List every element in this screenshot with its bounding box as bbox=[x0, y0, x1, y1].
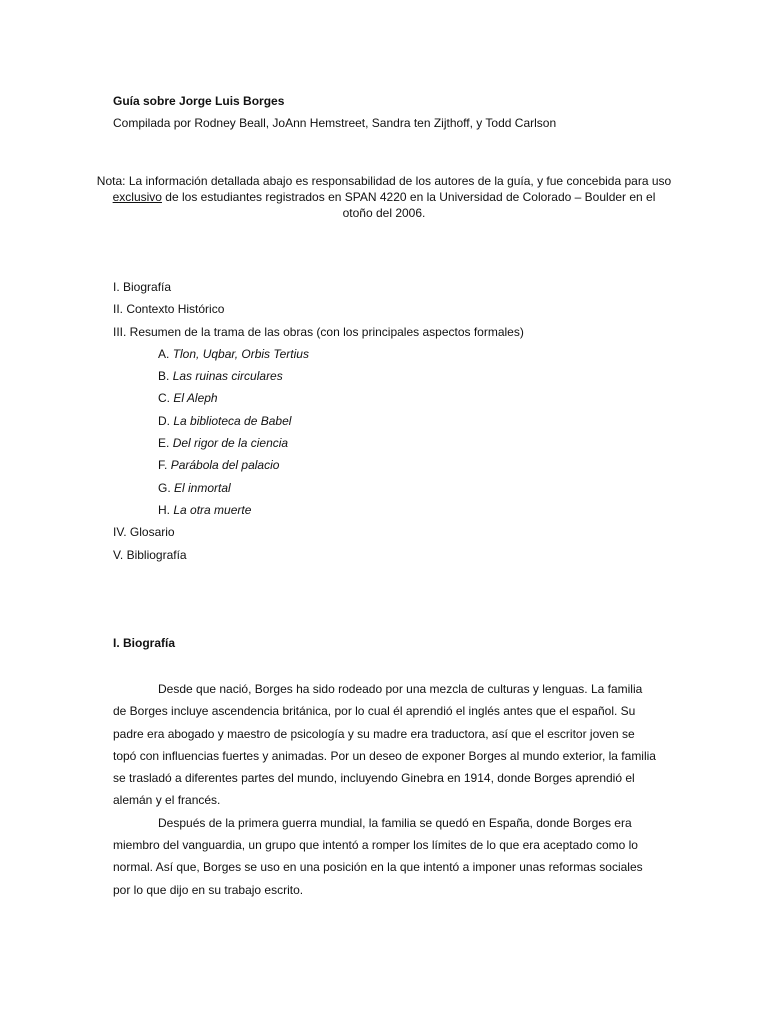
toc-subitem bbox=[113, 480, 673, 502]
toc-subitem-title: El inmortal bbox=[174, 480, 231, 495]
document-title: Guía sobre Jorge Luis Borges bbox=[113, 94, 285, 108]
toc-subitem-letter: B. bbox=[158, 369, 170, 384]
note-paragraph bbox=[96, 173, 672, 221]
toc-subitem-title: El Aleph bbox=[173, 391, 218, 406]
section-heading-biografia: I. Biografía bbox=[113, 636, 176, 650]
toc-item-contexto: II. Contexto Histórico bbox=[113, 302, 225, 317]
toc-subitem-letter: F. bbox=[158, 458, 168, 473]
toc-subitem bbox=[113, 413, 673, 435]
toc-subitem-title: Parábola del palacio bbox=[170, 458, 280, 473]
toc-subitem bbox=[113, 390, 673, 412]
toc-subitem bbox=[113, 346, 673, 368]
toc-subitem bbox=[113, 368, 673, 390]
toc-subitem-letter: C. bbox=[158, 391, 170, 406]
toc-item-glosario: IV. Glosario bbox=[113, 525, 175, 540]
toc-subitem-letter: G. bbox=[158, 480, 171, 495]
toc-subitem-letter: E. bbox=[158, 436, 170, 451]
toc-subitem bbox=[113, 457, 673, 479]
toc-subitem-title: Las ruinas circulares bbox=[172, 369, 283, 384]
toc-subitem-title: La otra muerte bbox=[173, 502, 252, 517]
toc-item-resumen: III. Resumen de la trama de las obras (con los principales aspectos formales) bbox=[113, 324, 524, 339]
note-underlined-word: exclusivo bbox=[112, 190, 162, 204]
section-body bbox=[113, 678, 658, 901]
toc-subitem-title: Del rigor de la ciencia bbox=[172, 436, 289, 451]
toc-subitem-letter: A. bbox=[158, 346, 170, 361]
toc-subitem bbox=[113, 502, 673, 524]
toc-subitem-letter: D. bbox=[158, 413, 170, 428]
toc-subitem bbox=[113, 435, 673, 457]
toc-subitem-title: La biblioteca de Babel bbox=[173, 413, 292, 428]
toc-subitem-title: Tlon, Uqbar, Orbis Tertius bbox=[172, 346, 309, 361]
compiled-by-line: Compilada por Rodney Beall, JoAnn Hemstreet, Sandra ten Zijthoff, y Todd Carlson bbox=[113, 116, 557, 130]
body-paragraph: Después de la primera guerra mundial, la familia se quedó en España, donde Borges era miembro del vanguardia, un grupo que intentó a romper los límites de lo que era aceptado como lo normal. Así que, Borges se uso en una posición en la que intentó a imponer unas reformas sociales por lo que dijo en su trabajo escrito. bbox=[113, 815, 643, 897]
note-text-before: Nota: La información detallada abajo es responsabilidad de los autores de la guía, y fue concebida para uso bbox=[96, 174, 672, 188]
table-of-contents bbox=[113, 279, 673, 569]
note-text-after: de los estudiantes registrados en SPAN 4220 en la Universidad de Colorado – Boulder en el otoño del 2006. bbox=[161, 190, 656, 220]
toc-item-bibliografia: V. Bibliografía bbox=[113, 547, 187, 562]
toc-item-biografia: I. Biografía bbox=[113, 280, 172, 294]
body-paragraph: Desde que nació, Borges ha sido rodeado por una mezcla de culturas y lenguas. La familia de Borges incluye ascendencia británica, por lo cual él aprendió el inglés antes que el español. Su padre era abogado y maestro de psicología y su madre era traductora, así que el escritor joven se topó con influencias fuertes y animadas. Por un deseo de exponer Borges al mundo exterior, la familia se trasladó a diferentes partes del mundo, incluyendo Ginebra en 1914, donde Borges aprendió el alemán y el francés. bbox=[113, 682, 656, 808]
toc-subitem-letter: H. bbox=[158, 502, 170, 517]
